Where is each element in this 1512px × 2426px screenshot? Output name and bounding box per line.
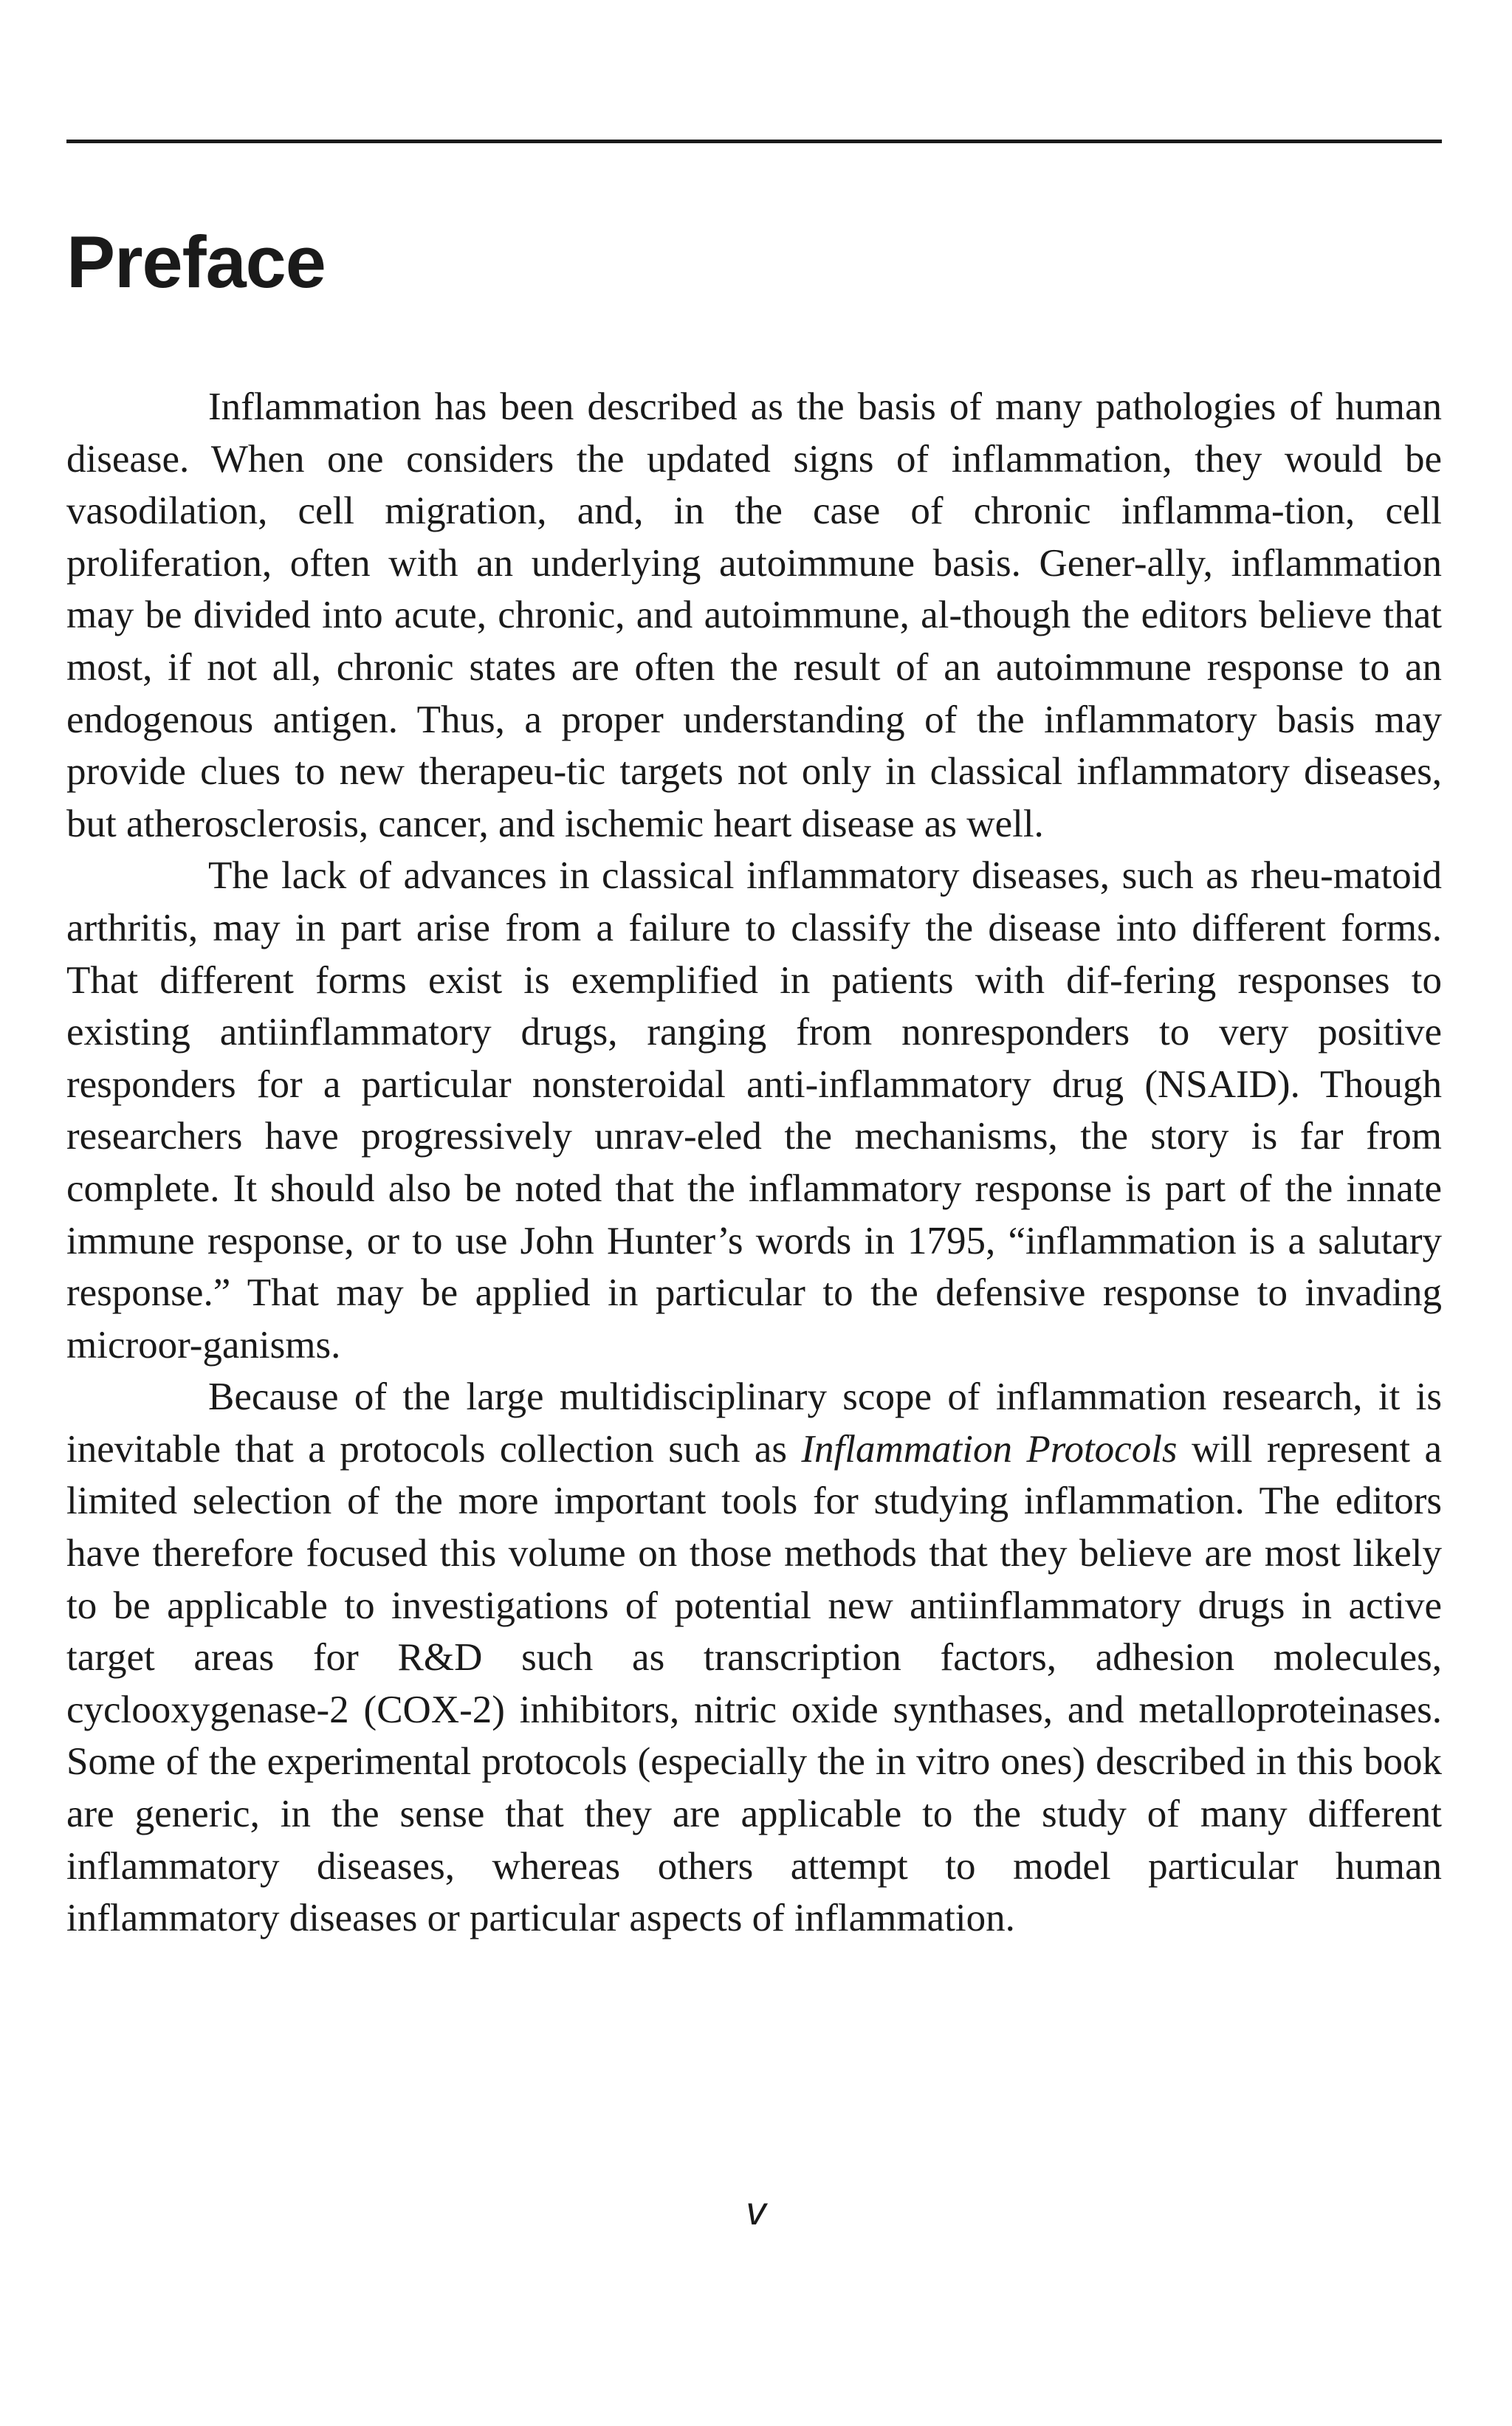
page-number: v (746, 2189, 766, 2233)
header-rule (66, 140, 1442, 143)
paragraph-3-text-end: will represent a limited selection of the more important tools for studying inflammation. The editors have therefore focused this volume on those methods that they believe are most likely to be applicable to investigations of potential new antiinflammatory drugs in active target areas for R&D such as transcription factors, adhesion molecules, cyclooxygenase-2 (COX-2) inhibitors, nitric oxide synthases, and metalloproteinases. Some of the experimental protocols (especially the in vitro ones) described in this book are generic, in the sense that they are applicable to the study of many different inflammatory diseases, whereas others attempt to model particular human inflammatory diseases or particular aspects of inflammation. (66, 1427, 1443, 1940)
paragraph-1: Inflammation has been described as the basis of many pathologies of human disease. When one considers the updated signs of inflammation, they would be vasodilation, cell migration, and, in the case of chronic inflamma-tion, cell proliferation, often with an underlying autoimmune basis. Gener-ally, inflammation may be divided into acute, chronic, and autoimmune, al-though the editors believe that most, if not all, chronic states are often the result of an autoimmune response to an endogenous antigen. Thus, a proper understanding of the inflammatory basis may provide clues to new therapeu-tic targets not only in classical inflammatory diseases, but atherosclerosis, cancer, and ischemic heart disease as well. (66, 385, 1442, 845)
book-title-italic: Inflammation Protocols (801, 1427, 1178, 1471)
page-title: Preface (66, 221, 326, 303)
paragraph-3-text-start: Because of the large multidisciplinary scope of inflammation research, it is inevitable that a protocols collection such as (66, 1375, 1442, 1471)
paragraph-3 (66, 1371, 1442, 1945)
body-text (66, 381, 1442, 1945)
paragraph-2: The lack of advances in classical inflammatory diseases, such as rheu-matoid arthritis, may in part arise from a failure to classify the disease into different forms. That different forms exist is exemplified in patients with dif-fering responses to existing antiinflammatory drugs, ranging from nonresponders to very positive responders for a particular nonsteroidal anti-inflammatory drug (NSAID). Though researchers have progressively unrav-eled the mechanisms, the story is far from complete. It should also be noted that the inflammatory response is part of the innate immune response, or to use John Hunter’s words in 1795, “inflammation is a salutary response.” That may be applied in particular to the defensive response to invading microor-ganisms. (66, 854, 1442, 1367)
